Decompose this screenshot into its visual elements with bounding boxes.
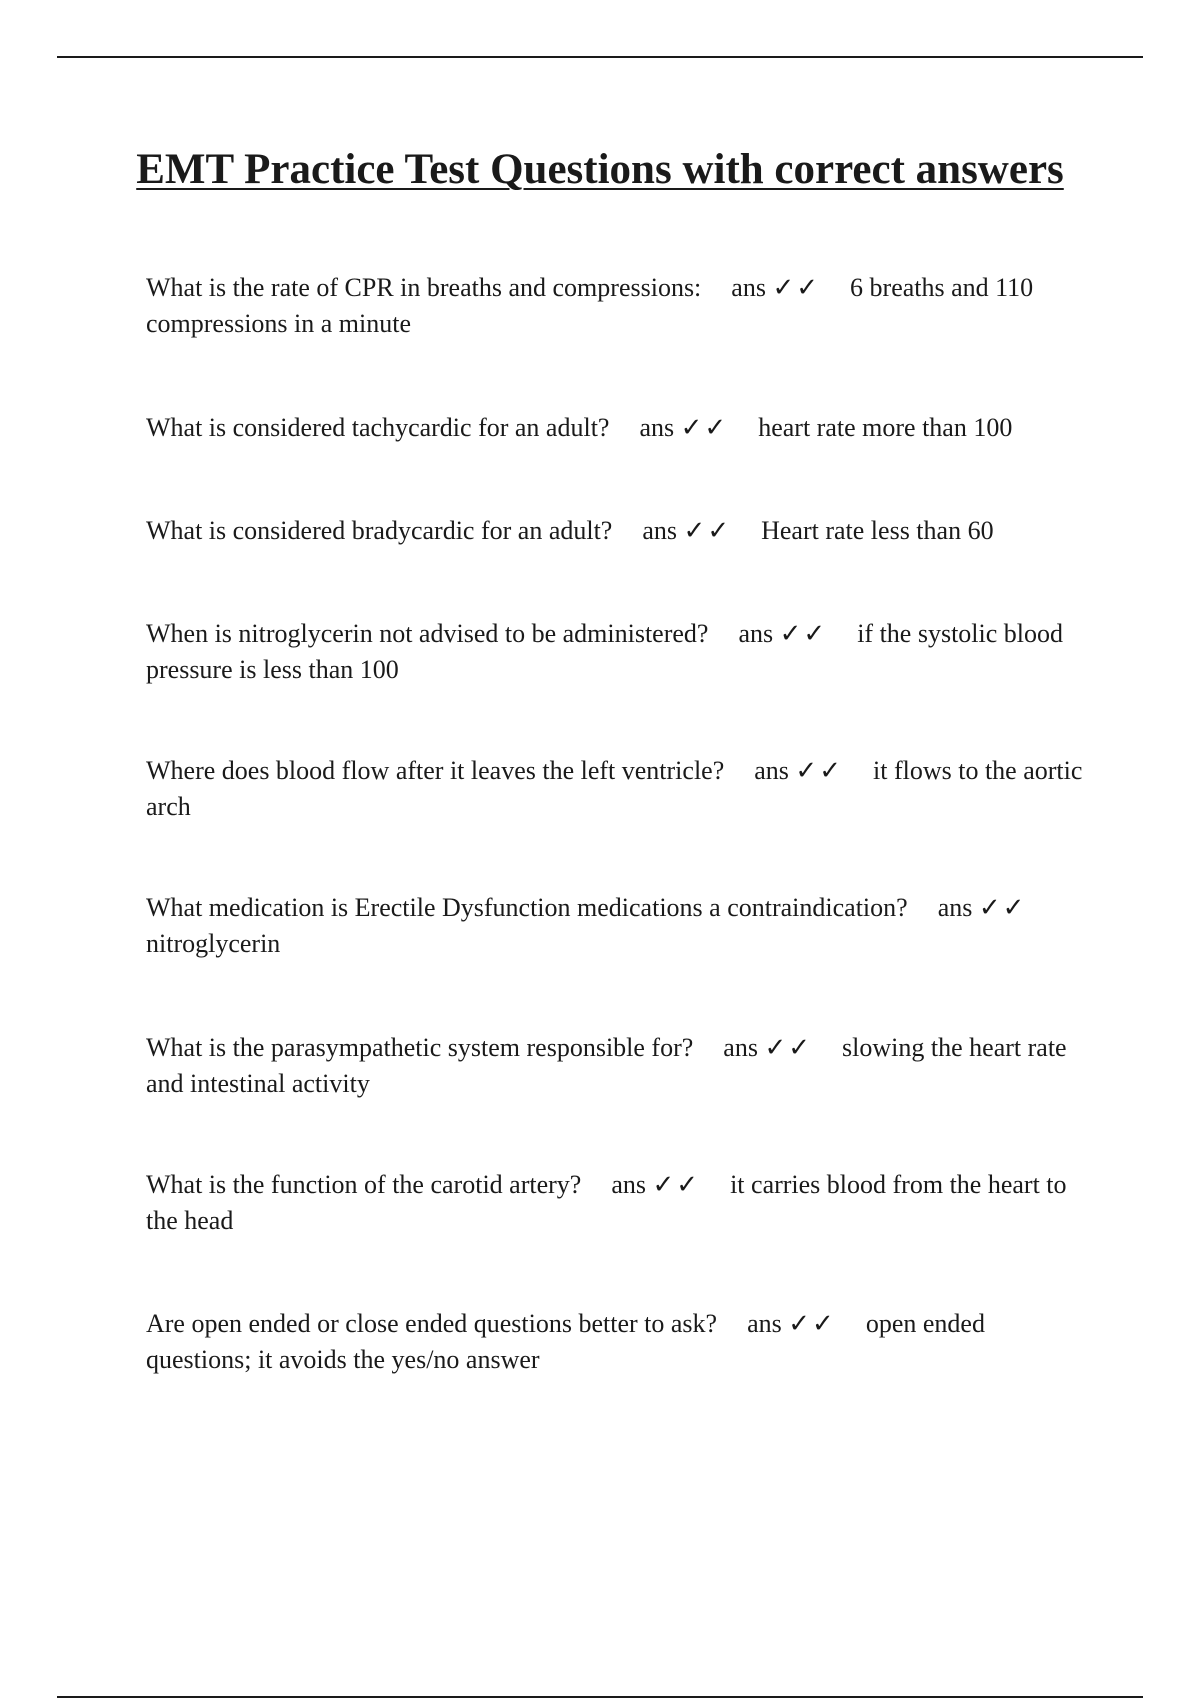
top-divider xyxy=(57,56,1143,58)
checkmark-icon: ✓✓ xyxy=(795,756,843,785)
question-text: What is the function of the carotid artery? xyxy=(146,1170,582,1199)
ans-label: ans xyxy=(639,413,675,442)
page-title xyxy=(120,142,1080,198)
answer-text: nitroglycerin xyxy=(146,929,281,958)
qa-item-9 xyxy=(146,1306,1086,1378)
ans-label: ans xyxy=(738,619,774,648)
question-text: When is nitroglycerin not advised to be administered? xyxy=(146,619,709,648)
checkmark-icon: ✓✓ xyxy=(978,893,1027,922)
answer-text: 6 breaths and 110 compressions in a minute xyxy=(146,273,1034,338)
qa-item-5 xyxy=(146,753,1086,825)
ans-label: ans xyxy=(642,516,678,545)
ans-label: ans xyxy=(723,1033,758,1062)
qa-item-6 xyxy=(146,890,1086,962)
checkmark-icon: ✓✓ xyxy=(772,273,821,302)
qa-item-4 xyxy=(146,616,1086,688)
answer-text: heart rate more than 100 xyxy=(758,413,1013,442)
ans-label: ans xyxy=(731,273,766,302)
question-text: What medication is Erectile Dysfunction medications a contraindication? xyxy=(146,893,908,922)
checkmark-icon: ✓✓ xyxy=(788,1309,836,1338)
qa-item-1 xyxy=(146,270,1086,342)
checkmark-icon: ✓✓ xyxy=(683,516,732,545)
answer-text: Heart rate less than 60 xyxy=(761,516,994,545)
question-text: What is considered bradycardic for an adult? xyxy=(146,516,613,545)
question-text: What is considered tachycardic for an adult? xyxy=(146,413,610,442)
page-title-text: EMT Practice Test Questions with correct answers xyxy=(136,146,1064,193)
answer-text: it flows to the aortic arch xyxy=(146,756,1083,821)
question-text: What is the rate of CPR in breaths and compressions: xyxy=(146,273,702,302)
ans-label: ans xyxy=(937,893,973,922)
qa-item-7 xyxy=(146,1030,1086,1102)
answer-text: it carries blood from the heart to the head xyxy=(146,1170,1067,1235)
checkmark-icon: ✓✓ xyxy=(652,1170,701,1199)
question-text: What is the parasympathetic system responsible for? xyxy=(146,1033,694,1062)
ans-label: ans xyxy=(747,1309,782,1338)
bottom-divider xyxy=(57,1696,1143,1698)
qa-item-2 xyxy=(146,410,1086,446)
qa-item-8 xyxy=(146,1167,1086,1239)
question-text: Are open ended or close ended questions better to ask? xyxy=(146,1309,718,1338)
checkmark-icon: ✓✓ xyxy=(779,619,828,648)
ans-label: ans xyxy=(754,756,789,785)
answer-text: slowing the heart rate and intestinal activity xyxy=(146,1033,1067,1098)
answer-text: if the systolic blood pressure is less than 100 xyxy=(146,619,1064,684)
qa-item-3 xyxy=(146,513,1086,549)
checkmark-icon: ✓✓ xyxy=(680,413,729,442)
answer-text: open ended questions; it avoids the yes/no answer xyxy=(146,1309,985,1374)
question-text: Where does blood flow after it leaves the left ventricle? xyxy=(146,756,725,785)
ans-label: ans xyxy=(611,1170,646,1199)
checkmark-icon: ✓✓ xyxy=(764,1033,813,1062)
